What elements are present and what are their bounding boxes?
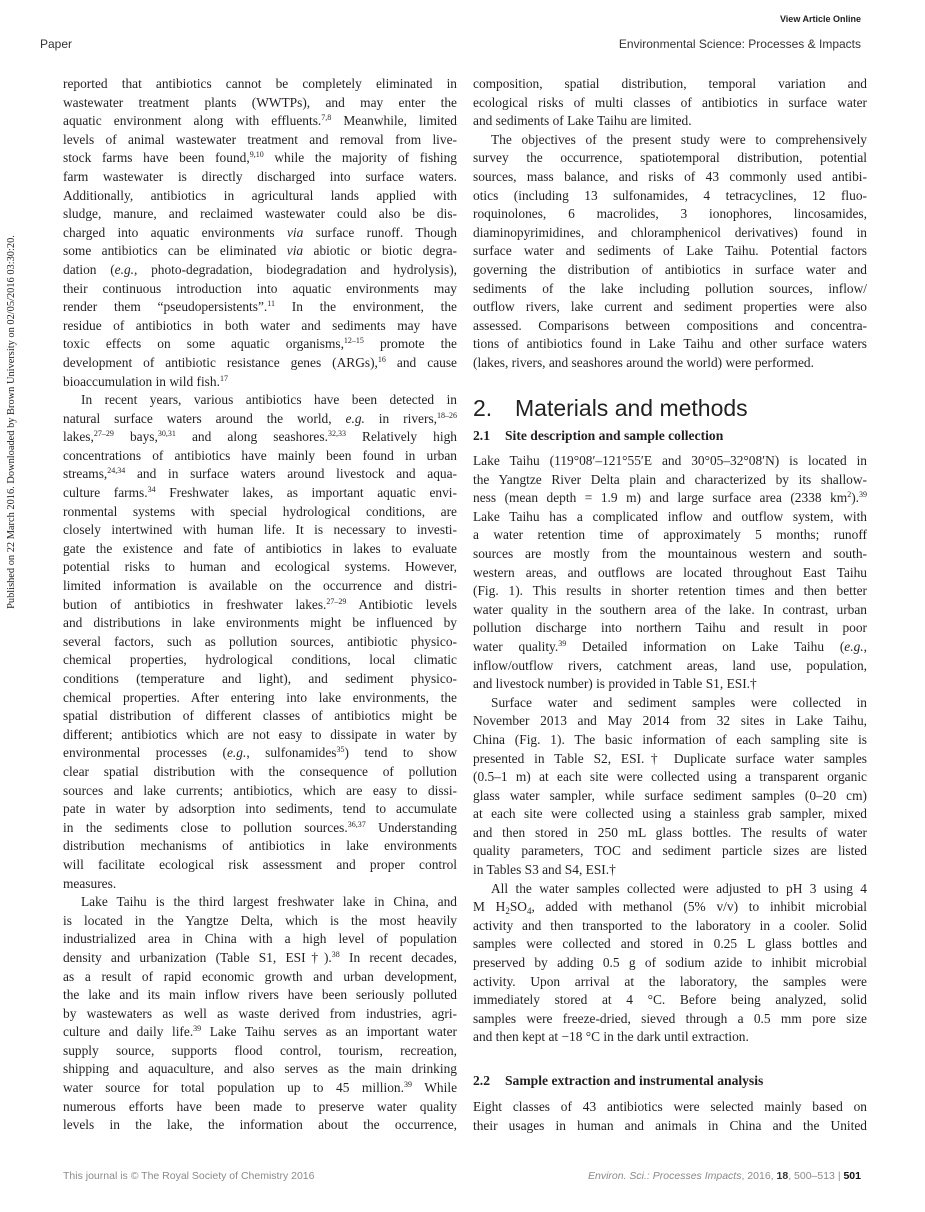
- text-line: supply source, supports flood control, tourism, recreation,: [63, 1042, 457, 1058]
- text-segment: Meanwhile, limited: [331, 113, 457, 129]
- subsection-number: 2.2: [473, 1073, 490, 1088]
- italic-text: e.g.: [345, 410, 365, 426]
- text-segment: culture farms.: [63, 485, 148, 501]
- text-line: potential risks to human and ecological systems. However,: [63, 559, 457, 575]
- citation-superscript: 38: [331, 949, 340, 959]
- text-line: [63, 1079, 457, 1098]
- text-line: their usages in human and animals in China and the United: [473, 1117, 867, 1133]
- text-line: samples were collected and stored in 0.25 L glass bottles and: [473, 936, 867, 952]
- text-line: in Tables S3 and S4, ESI.†: [473, 862, 616, 878]
- text-segment: ) tend to show: [344, 745, 457, 761]
- footer-citation: [588, 1170, 861, 1182]
- citation-superscript: 39: [558, 638, 567, 648]
- paragraph: [63, 893, 457, 1135]
- text-line: Lake Taihu is the third largest freshwater lake in China, and: [81, 894, 457, 910]
- text-line: [63, 224, 457, 243]
- text-segment: lakes,: [63, 429, 94, 445]
- footer-volume: 18: [776, 1170, 789, 1182]
- text-line: sources are mostly from the mountainous western and south-: [473, 545, 867, 561]
- paragraph: [473, 694, 867, 880]
- text-line: western areas, and outflows are located throughout East Taihu: [473, 564, 867, 580]
- text-line: [63, 596, 457, 615]
- text-line: measures.: [63, 875, 117, 891]
- text-line: composition, spatial distribution, temporal variation and: [473, 76, 867, 91]
- citation-superscript: 36,37: [347, 819, 366, 829]
- text-line: levels in the lake, the information about the occurrence,: [63, 1117, 457, 1133]
- text-segment: culture and daily life.: [63, 1024, 194, 1040]
- text-segment: promote the: [363, 336, 457, 352]
- text-segment: in the sediments close to pollution sources.: [63, 819, 348, 835]
- text-line: ronmental systems with special hydrological conditions, are: [63, 503, 457, 519]
- text-line: In recent years, various antibiotics have been detected in: [81, 392, 457, 408]
- section-number: 2.: [473, 395, 493, 421]
- citation-superscript: 7,8: [321, 113, 332, 123]
- paragraph: [473, 880, 867, 1047]
- footer-journal-abbrev: Environ. Sci.: Processes Impacts: [587, 1170, 742, 1182]
- text-line: will facilitate ecological risk assessment and proper control: [63, 856, 457, 872]
- text-line: [63, 484, 457, 503]
- citation-superscript: 34: [147, 485, 156, 495]
- text-line: the lake and its main inflow rivers have been seriously polluted: [63, 987, 457, 1003]
- text-line: residue of antibiotics in both water and sediments may have: [63, 317, 457, 333]
- text-segment: development of antibiotic resistance genes (ARGs),: [63, 354, 378, 370]
- text-segment: aquatic environment along with effluents.: [63, 113, 322, 129]
- text-line: (Fig. 1). This results in shorter retention times and then better: [473, 583, 867, 599]
- text-line: sludge, manure, and reclaimed wastewater could also be dis-: [63, 206, 457, 222]
- text-line: clear spatial distribution with the consequence of pollution: [63, 763, 457, 779]
- section-2-1-body: [473, 452, 867, 1047]
- citation-superscript: 39: [859, 490, 867, 500]
- text-segment: some antibiotics can be eliminated: [63, 243, 287, 259]
- text-segment: and in surface waters around livestock and aqua-: [125, 466, 457, 482]
- text-line: [63, 298, 457, 317]
- text-line: (0.5–1 m) at each site were collected using a transparent organic: [473, 769, 867, 785]
- citation-superscript: 18–26: [437, 410, 457, 420]
- footer-pages: , 500–513 |: [788, 1170, 844, 1182]
- text-line: [63, 112, 457, 131]
- citation-superscript: 17: [219, 373, 228, 383]
- citation-superscript: 11: [267, 299, 275, 309]
- text-line: China (Fig. 1). The basic information of each sampling site is: [473, 731, 867, 747]
- subsection-heading-2-2: [473, 1073, 763, 1089]
- text-line: samples were freeze-dried, sieved through a 0.5 mm pore size: [473, 1010, 867, 1026]
- text-segment: toxic effects on some aquatic organisms,: [63, 336, 344, 352]
- view-article-online-link[interactable]: View Article Online: [779, 14, 861, 24]
- text-line: [63, 149, 457, 168]
- text-segment: bution of antibiotics in freshwater lakes.: [63, 596, 327, 612]
- text-line: diaminopyrimidines, and chloramphenicol derivatives) found in: [473, 224, 867, 240]
- text-line: conditions (temperature and light), and sediment physico-: [63, 671, 457, 686]
- text-line: as a result of rapid economic growth and urban development,: [63, 968, 457, 984]
- text-line: levels of animal wastewater treatment and removal from live-: [63, 131, 457, 147]
- text-line: gate the existence and fate of antibiotics in lakes to evaluate: [63, 540, 457, 556]
- text-line: the Yangtze River Delta plain and characterized by its shallow-: [473, 471, 867, 487]
- text-line: closely intertwined with human life. It is necessary to investi-: [63, 522, 457, 538]
- paragraph: [473, 131, 867, 373]
- text-line: by wastewaters as well as waste derived from industries, agri-: [63, 1005, 457, 1021]
- paragraph: [473, 452, 867, 694]
- text-line: governing the distribution of antibiotics in surface water and: [473, 261, 867, 277]
- subsection-title: Site description and sample collection: [505, 428, 724, 443]
- text-line: a water retention time of approximately 5 months; runoff: [473, 527, 867, 543]
- text-segment: and along seashores.: [175, 429, 328, 445]
- text-segment: bays,: [113, 429, 158, 445]
- page-number: 501: [843, 1170, 861, 1182]
- citation-superscript: 30,31: [157, 429, 176, 439]
- text-line: [473, 638, 867, 657]
- text-line: preserved by adding 0.5 g of sodium azide to inhibit microbial: [473, 955, 867, 971]
- text-line: wastewater treatment plants (WWTPs), and may enter the: [63, 94, 457, 110]
- paragraph: [473, 75, 867, 131]
- text-line: [63, 354, 457, 373]
- subscript: 4: [526, 906, 532, 917]
- text-line: roquinolones, 6 macrolides, 3 ionophores, lincosamides,: [473, 206, 867, 222]
- text-segment: abiotic or biotic degra-: [303, 243, 457, 259]
- citation-superscript: 2: [847, 490, 852, 500]
- text-line: November 2013 and May 2014 from 32 sites in Lake Taihu,: [473, 713, 867, 729]
- text-line: and distributions in lake environments might be influenced by: [63, 615, 457, 631]
- section-label: Paper: [40, 37, 73, 51]
- text-line: glass water sampler, while surface sediment samples (0–20 cm): [473, 787, 867, 803]
- text-segment: natural surface waters around the world,: [63, 410, 346, 426]
- text-line: All the water samples collected were adjusted to pH 3 using 4: [491, 880, 867, 896]
- text-segment: environmental processes (: [63, 745, 227, 761]
- text-line: spatial distribution of different classes of antibiotics might be: [63, 708, 457, 724]
- text-segment: charged into aquatic environments: [63, 224, 287, 240]
- text-line: [63, 949, 457, 968]
- text-line: inflow/outflow rivers, catchment areas, land use, population,: [473, 657, 867, 673]
- text-segment: water source for total population up to 45 million.: [63, 1080, 404, 1096]
- text-segment: render them “pseudopersistents”.: [63, 299, 268, 315]
- text-line: industrialized area in China with a high level of population: [63, 931, 457, 947]
- text-segment: bioaccumulation in wild fish.: [63, 373, 220, 389]
- italic-text: via: [286, 224, 304, 240]
- text-segment: while the majority of fishing: [263, 150, 457, 166]
- italic-text: e.g.: [114, 261, 134, 277]
- text-line: concentrations of antibiotics have mainly been found in urban: [63, 447, 457, 463]
- paragraph: [63, 75, 457, 391]
- text-line: assessed. Comparisons between compositions and concentra-: [473, 317, 867, 333]
- text-line: and livestock number) is provided in Table S1, ESI.†: [473, 676, 757, 692]
- text-line: surface water and sediments of Lake Taihu. Potential factors: [473, 243, 867, 259]
- text-segment: M H: [473, 899, 506, 915]
- citation-superscript: 39: [193, 1024, 202, 1034]
- text-line: [63, 410, 457, 429]
- text-segment: ,: [863, 638, 867, 654]
- text-segment: in rivers,: [364, 410, 437, 426]
- text-line: [63, 261, 457, 280]
- text-line: survey the occurrence, spatiotemporal distribution, potential: [473, 150, 867, 166]
- text-line: tions of antibiotics found in Lake Taihu and other surface waters: [473, 336, 867, 352]
- download-note: Published on 22 March 2016. Downloaded by Brown University on 02/05/2016 03:30:20.: [6, 235, 17, 609]
- text-line: Lake Taihu has a complicated inflow and outflow system, with: [473, 508, 867, 524]
- text-segment: , added with methanol (5% v/v) to inhibit microbial: [531, 899, 867, 915]
- text-line: Lake Taihu (119°08′–121°55′E and 30°05–32°08′N) is located in: [473, 453, 867, 468]
- journal-title: Environmental Science: Processes & Impacts: [618, 37, 861, 51]
- text-line: [63, 373, 457, 392]
- italic-text: e.g.: [226, 745, 247, 761]
- footer-year: , 2016,: [741, 1170, 777, 1182]
- text-segment: Detailed information on Lake Taihu (: [566, 638, 845, 654]
- text-line: activity. Upon arrival at the laboratory, the samples were: [473, 973, 867, 989]
- text-line: [63, 1023, 457, 1042]
- text-line: numerous efforts have been made to preserve water quality: [63, 1098, 457, 1114]
- text-segment: ).: [851, 490, 859, 506]
- text-line: and then kept at −18 °C in the dark until extraction.: [473, 1029, 749, 1045]
- italic-text: e.g.: [844, 638, 864, 654]
- text-segment: surface runoff. Though: [303, 224, 457, 240]
- text-segment: dation (: [63, 261, 115, 277]
- text-segment: In recent decades,: [339, 949, 457, 965]
- text-line: several factors, such as pollution sources, antibiotic physico-: [63, 633, 457, 649]
- text-line: activity and then transported to the laboratory in a cooler. Solid: [473, 917, 867, 933]
- text-line: pollution discharge into northern Taihu and result in poor: [473, 620, 867, 636]
- text-line: distribution mechanisms of antibiotics in lake environments: [63, 838, 457, 854]
- text-line: ecological risks of multi classes of antibiotics in surface water: [473, 94, 867, 110]
- section-heading-materials-methods: [473, 395, 748, 422]
- text-line: chemical properties, hydrological conditions, local climatic: [63, 652, 457, 668]
- text-line: immediately stored at 4 °C. Before being analyzed, solid: [473, 992, 867, 1008]
- section-2-2-body: [473, 1098, 867, 1135]
- text-line: at each site were collected using a stainless grab sampler, mixed: [473, 806, 867, 822]
- section-title: Materials and methods: [515, 395, 748, 421]
- subsection-title: Sample extraction and instrumental analysis: [505, 1073, 764, 1088]
- text-line: limited information is available on the occurrence and distri-: [63, 578, 457, 594]
- text-line: sediments of the lake including pollution sources, inflow/: [473, 280, 867, 296]
- text-line: [63, 428, 457, 447]
- text-segment: stock farms have been found,: [63, 150, 250, 166]
- text-segment: Freshwater lakes, as important aquatic envi-: [155, 485, 457, 501]
- text-segment: , photo-degradation, biodegradation and hydrolysis),: [134, 261, 457, 277]
- text-line: water quality in the southern area of the lake. In contrast, urban: [473, 601, 867, 617]
- citation-superscript: 32,33: [327, 429, 346, 439]
- text-line: their continuous introduction into aquatic environments may: [63, 280, 457, 296]
- text-line: shipping and aquaculture, and also serves as the main drinking: [63, 1061, 457, 1077]
- text-segment: water quality.: [473, 638, 559, 654]
- text-segment: and cause: [385, 354, 457, 370]
- citation-superscript: 16: [377, 354, 386, 364]
- text-segment: streams,: [63, 466, 108, 482]
- citation-superscript: 39: [403, 1080, 412, 1090]
- citation-superscript: 12–15: [343, 336, 364, 346]
- text-line: and then stored in 250 mL glass bottles. The results of water: [473, 824, 867, 840]
- text-line: different; antibiotics which are not easy to dissipate in water by: [63, 726, 457, 742]
- text-segment: Understanding: [365, 819, 457, 835]
- text-line: [63, 335, 457, 354]
- citation-superscript: 27–29: [93, 429, 114, 439]
- text-line: [63, 465, 457, 484]
- subsection-heading-2-1: [473, 428, 723, 444]
- text-line: [473, 489, 867, 508]
- text-line: and sediments of Lake Taihu are limited.: [473, 113, 692, 129]
- italic-text: via: [286, 243, 304, 259]
- citation-superscript: 9,10: [249, 150, 264, 160]
- text-line: outflow rivers, lake current and sediment properties were also: [473, 299, 867, 315]
- text-line: The objectives of the present study were to comprehensively: [491, 131, 867, 147]
- text-line: [63, 744, 457, 763]
- text-line: otics (including 13 sulfonamides, 4 tetracyclines, 12 fluo-: [473, 187, 867, 203]
- text-line: Surface water and sediment samples were collected in: [491, 694, 867, 710]
- text-line: chemical properties. After entering into lake environments, the: [63, 689, 457, 705]
- subscript: 2: [505, 906, 510, 917]
- citation-superscript: 24,34: [107, 466, 126, 476]
- text-line: reported that antibiotics cannot be completely eliminated in: [63, 76, 457, 91]
- text-line: farm wastewater is directly discharged into surface waters.: [63, 168, 457, 184]
- text-segment: SO: [509, 899, 527, 915]
- text-line: sources and lake currents; antibiotics, which are easy to dissi-: [63, 782, 457, 798]
- text-segment: ness (mean depth = 1.9 m) and large surface area (2338 km: [473, 490, 848, 506]
- text-line: [63, 242, 457, 261]
- paragraph: [63, 391, 457, 893]
- subsection-number: 2.1: [473, 428, 490, 443]
- citation-superscript: 35: [336, 745, 345, 755]
- text-line: quality parameters, TOC and sediment particle sizes are listed: [473, 843, 867, 859]
- text-segment: , sulfonamides: [246, 745, 337, 761]
- right-column-intro: [473, 75, 867, 373]
- text-segment: In the environment, the: [274, 299, 457, 315]
- text-line: (lakes, rivers, and seashores around the world) were performed.: [473, 354, 814, 370]
- text-segment: density and urbanization (Table S1, ESI†).: [63, 949, 332, 965]
- text-line: [473, 898, 867, 917]
- text-line: is located in the Yangtze Delta, which is the most heavily: [63, 912, 457, 928]
- text-segment: Lake Taihu serves as an important water: [201, 1024, 457, 1040]
- text-segment: Relatively high: [345, 429, 457, 445]
- paragraph: [473, 1098, 867, 1135]
- text-line: sources, mass balance, and risks of 43 commonly used antibi-: [473, 168, 867, 184]
- footer-copyright: This journal is © The Royal Society of Chemistry 2016: [63, 1170, 315, 1182]
- text-line: [63, 819, 457, 838]
- text-line: pate in water by adsorption into sediments, tend to accumulate: [63, 801, 457, 817]
- text-segment: Antibiotic levels: [346, 596, 457, 612]
- text-line: presented in Table S2, ESI.† Duplicate surface water samples: [473, 750, 867, 766]
- text-line: Additionally, antibiotics in agricultural lands applied with: [63, 187, 457, 203]
- left-column: [63, 75, 457, 1135]
- text-line: Eight classes of 43 antibiotics were selected mainly based on: [473, 1099, 867, 1114]
- text-segment: While: [411, 1080, 457, 1096]
- citation-superscript: 27–29: [326, 596, 347, 606]
